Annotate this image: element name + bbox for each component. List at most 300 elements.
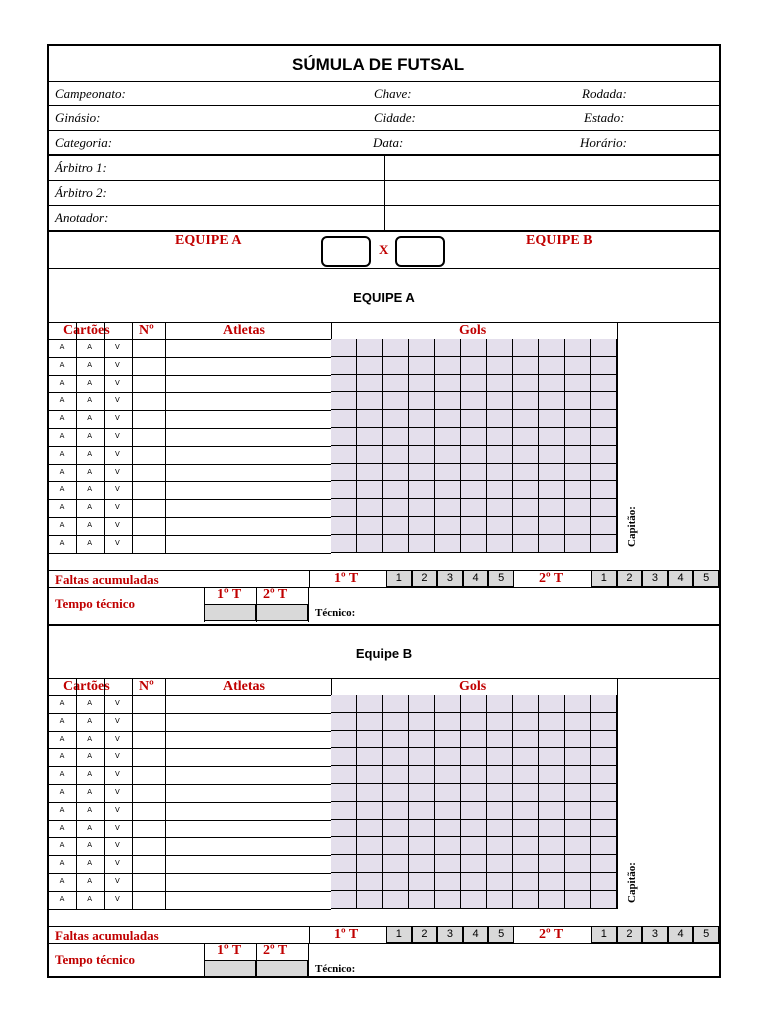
goal-cell[interactable] — [513, 410, 539, 428]
goal-cell[interactable] — [591, 428, 617, 446]
goal-cell[interactable] — [539, 784, 565, 802]
timeout-box-2t[interactable] — [256, 604, 308, 621]
goal-cell[interactable] — [383, 873, 409, 891]
timeout-box-2t[interactable] — [256, 960, 308, 977]
goal-cell[interactable] — [357, 820, 383, 838]
goal-cell[interactable] — [539, 535, 565, 553]
goal-cell[interactable] — [357, 837, 383, 855]
goal-cell[interactable] — [383, 446, 409, 464]
goal-cell[interactable] — [487, 339, 513, 357]
goal-cell[interactable] — [591, 855, 617, 873]
foul-box-2t[interactable]: 1 — [591, 570, 617, 587]
goal-cell[interactable] — [409, 748, 435, 766]
goal-cell[interactable] — [435, 428, 461, 446]
goal-cell[interactable] — [565, 695, 591, 713]
goal-cell[interactable] — [539, 499, 565, 517]
goal-cell[interactable] — [591, 517, 617, 535]
goal-cell[interactable] — [357, 713, 383, 731]
goal-cell[interactable] — [331, 375, 357, 393]
goal-cell[interactable] — [409, 784, 435, 802]
foul-box-2t[interactable]: 4 — [668, 570, 694, 587]
goal-cell[interactable] — [461, 784, 487, 802]
goal-cell[interactable] — [435, 499, 461, 517]
goal-cell[interactable] — [435, 731, 461, 749]
goal-cell[interactable] — [487, 695, 513, 713]
goal-cell[interactable] — [461, 891, 487, 909]
goal-cell[interactable] — [409, 891, 435, 909]
goal-cell[interactable] — [461, 766, 487, 784]
foul-box-2t[interactable]: 2 — [617, 926, 643, 943]
goal-cell[interactable] — [357, 481, 383, 499]
goal-cell[interactable] — [513, 428, 539, 446]
goal-cell[interactable] — [435, 481, 461, 499]
goal-cell[interactable] — [461, 748, 487, 766]
goal-cell[interactable] — [357, 375, 383, 393]
field-category: Categoria: — [55, 135, 113, 150]
foul-box-1t[interactable]: 5 — [488, 570, 514, 587]
goal-cell[interactable] — [461, 873, 487, 891]
goal-cell[interactable] — [357, 731, 383, 749]
goal-cell[interactable] — [487, 748, 513, 766]
goal-cell[interactable] — [513, 713, 539, 731]
timeout-box-1t[interactable] — [204, 960, 256, 977]
goal-cell[interactable] — [331, 766, 357, 784]
goal-cell[interactable] — [331, 748, 357, 766]
goal-cell[interactable] — [331, 357, 357, 375]
card-letter: V — [114, 788, 120, 796]
goal-cell[interactable] — [357, 517, 383, 535]
goal-cell[interactable] — [435, 695, 461, 713]
foul-box-1t[interactable]: 1 — [386, 926, 412, 943]
goal-cell[interactable] — [383, 357, 409, 375]
goal-cell[interactable] — [591, 748, 617, 766]
goal-cell[interactable] — [435, 446, 461, 464]
goal-cell[interactable] — [409, 375, 435, 393]
goal-cell[interactable] — [539, 820, 565, 838]
goal-cell[interactable] — [383, 481, 409, 499]
goal-cell[interactable] — [487, 392, 513, 410]
goal-cell[interactable] — [565, 873, 591, 891]
goal-cell[interactable] — [357, 410, 383, 428]
goal-cell[interactable] — [435, 855, 461, 873]
goal-cell[interactable] — [409, 339, 435, 357]
goal-cell[interactable] — [435, 802, 461, 820]
goal-cell[interactable] — [513, 766, 539, 784]
goal-cell[interactable] — [539, 446, 565, 464]
foul-box-1t[interactable]: 3 — [437, 570, 463, 587]
goal-cell[interactable] — [565, 499, 591, 517]
goal-cell[interactable] — [435, 820, 461, 838]
goal-cell[interactable] — [565, 766, 591, 784]
foul-box-1t[interactable]: 3 — [437, 926, 463, 943]
goal-cell[interactable] — [513, 695, 539, 713]
goal-cell[interactable] — [383, 748, 409, 766]
goal-cell[interactable] — [513, 873, 539, 891]
goal-cell[interactable] — [409, 855, 435, 873]
goal-cell[interactable] — [383, 855, 409, 873]
foul-box-1t[interactable]: 2 — [412, 570, 438, 587]
goal-cell[interactable] — [331, 820, 357, 838]
score-box-a[interactable] — [321, 236, 371, 267]
goal-cell[interactable] — [331, 731, 357, 749]
goal-cell[interactable] — [461, 410, 487, 428]
goal-cell[interactable] — [461, 731, 487, 749]
foul-box-1t[interactable]: 1 — [386, 570, 412, 587]
goal-cell[interactable] — [487, 784, 513, 802]
goal-cell[interactable] — [331, 713, 357, 731]
goal-cell[interactable] — [591, 802, 617, 820]
foul-box-1t[interactable]: 4 — [463, 570, 489, 587]
goal-cell[interactable] — [513, 464, 539, 482]
goal-cell[interactable] — [383, 428, 409, 446]
goal-cell[interactable] — [513, 446, 539, 464]
goal-cell[interactable] — [409, 731, 435, 749]
goal-cell[interactable] — [565, 535, 591, 553]
goal-cell[interactable] — [591, 481, 617, 499]
goal-cell[interactable] — [461, 535, 487, 553]
goal-cell[interactable] — [409, 428, 435, 446]
goal-cell[interactable] — [513, 731, 539, 749]
goal-cell[interactable] — [487, 357, 513, 375]
goal-cell[interactable] — [565, 855, 591, 873]
goal-cell[interactable] — [383, 802, 409, 820]
goal-cell[interactable] — [539, 766, 565, 784]
goal-cell[interactable] — [331, 410, 357, 428]
goal-cell[interactable] — [435, 357, 461, 375]
goal-cell[interactable] — [461, 339, 487, 357]
goal-cell[interactable] — [487, 410, 513, 428]
foul-box-2t[interactable]: 5 — [693, 570, 719, 587]
goal-cell[interactable] — [461, 695, 487, 713]
goal-cell[interactable] — [591, 535, 617, 553]
goal-cell[interactable] — [591, 464, 617, 482]
goal-cell[interactable] — [513, 748, 539, 766]
goal-cell[interactable] — [331, 517, 357, 535]
goal-cell[interactable] — [487, 713, 513, 731]
goal-cell[interactable] — [357, 357, 383, 375]
goal-cell[interactable] — [383, 891, 409, 909]
goal-cell[interactable] — [487, 428, 513, 446]
goal-cell[interactable] — [565, 481, 591, 499]
goal-cell[interactable] — [513, 855, 539, 873]
goal-cell[interactable] — [383, 837, 409, 855]
goal-cell[interactable] — [513, 481, 539, 499]
goal-cell[interactable] — [513, 375, 539, 393]
goal-cell[interactable] — [461, 428, 487, 446]
goal-cell[interactable] — [565, 517, 591, 535]
goal-cell[interactable] — [539, 428, 565, 446]
goal-cell[interactable] — [565, 464, 591, 482]
goal-cell[interactable] — [383, 499, 409, 517]
goal-cell[interactable] — [383, 695, 409, 713]
goal-cell[interactable] — [539, 410, 565, 428]
goal-cell[interactable] — [565, 713, 591, 731]
goal-cell[interactable] — [383, 375, 409, 393]
goal-cell[interactable] — [435, 891, 461, 909]
goal-cell[interactable] — [409, 392, 435, 410]
goal-cell[interactable] — [539, 855, 565, 873]
goal-cell[interactable] — [539, 464, 565, 482]
goal-cell[interactable] — [435, 375, 461, 393]
goal-cell[interactable] — [513, 802, 539, 820]
goal-cell[interactable] — [331, 855, 357, 873]
goal-cell[interactable] — [565, 428, 591, 446]
goal-cell[interactable] — [331, 392, 357, 410]
foul-box-1t[interactable]: 5 — [488, 926, 514, 943]
goal-cell[interactable] — [565, 891, 591, 909]
goal-cell[interactable] — [357, 499, 383, 517]
goal-cell[interactable] — [435, 766, 461, 784]
goal-cell[interactable] — [357, 873, 383, 891]
goal-cell[interactable] — [383, 339, 409, 357]
goal-cell[interactable] — [591, 784, 617, 802]
goal-cell[interactable] — [357, 392, 383, 410]
goal-cell[interactable] — [565, 837, 591, 855]
goal-cell[interactable] — [565, 392, 591, 410]
goal-cell[interactable] — [357, 766, 383, 784]
goal-cell[interactable] — [435, 873, 461, 891]
goal-cell[interactable] — [409, 837, 435, 855]
goal-cell[interactable] — [383, 535, 409, 553]
goal-cell[interactable] — [357, 428, 383, 446]
foul-box-2t[interactable]: 2 — [617, 570, 643, 587]
goal-cell[interactable] — [383, 766, 409, 784]
goal-cell[interactable] — [591, 357, 617, 375]
goal-cell[interactable] — [331, 837, 357, 855]
goal-cell[interactable] — [591, 499, 617, 517]
goal-cell[interactable] — [409, 802, 435, 820]
goal-cell[interactable] — [565, 731, 591, 749]
goal-cell[interactable] — [513, 891, 539, 909]
goal-cell[interactable] — [435, 339, 461, 357]
goal-cell[interactable] — [409, 357, 435, 375]
score-box-b[interactable] — [395, 236, 445, 267]
goal-cell[interactable] — [565, 357, 591, 375]
goal-cell[interactable] — [539, 713, 565, 731]
goal-cell[interactable] — [409, 446, 435, 464]
goal-cell[interactable] — [539, 392, 565, 410]
foul-box-2t[interactable]: 1 — [591, 926, 617, 943]
goal-cell[interactable] — [331, 499, 357, 517]
goal-cell[interactable] — [513, 357, 539, 375]
goal-cell[interactable] — [461, 375, 487, 393]
goal-cell[interactable] — [539, 517, 565, 535]
goal-cell[interactable] — [591, 392, 617, 410]
goal-cell[interactable] — [539, 802, 565, 820]
goal-cell[interactable] — [331, 446, 357, 464]
goal-cell[interactable] — [487, 535, 513, 553]
goal-cell[interactable] — [409, 713, 435, 731]
goal-cell[interactable] — [409, 535, 435, 553]
goal-cell[interactable] — [409, 766, 435, 784]
goal-cell[interactable] — [461, 820, 487, 838]
goal-cell[interactable] — [487, 517, 513, 535]
goal-cell[interactable] — [591, 713, 617, 731]
goal-cell[interactable] — [357, 802, 383, 820]
goal-cell[interactable] — [591, 731, 617, 749]
card-letter: A — [87, 823, 93, 832]
goal-cell[interactable] — [591, 837, 617, 855]
goal-cell[interactable] — [383, 517, 409, 535]
goal-cell[interactable] — [591, 695, 617, 713]
goal-cell[interactable] — [409, 517, 435, 535]
goal-cell[interactable] — [565, 748, 591, 766]
goal-cell[interactable] — [539, 837, 565, 855]
goal-cell[interactable] — [461, 481, 487, 499]
goal-cell[interactable] — [409, 499, 435, 517]
goal-cell[interactable] — [435, 464, 461, 482]
goal-cell[interactable] — [513, 820, 539, 838]
goal-cell[interactable] — [487, 446, 513, 464]
goal-cell[interactable] — [461, 357, 487, 375]
goal-cell[interactable] — [591, 410, 617, 428]
goal-cell[interactable] — [331, 464, 357, 482]
goal-cell[interactable] — [409, 410, 435, 428]
goal-cell[interactable] — [539, 481, 565, 499]
goal-cell[interactable] — [383, 392, 409, 410]
goal-cell[interactable] — [357, 855, 383, 873]
goal-cell[interactable] — [539, 731, 565, 749]
timeout-box-1t[interactable] — [204, 604, 256, 621]
goal-cell[interactable] — [487, 464, 513, 482]
goal-cell[interactable] — [565, 784, 591, 802]
goal-cell[interactable] — [513, 837, 539, 855]
goal-cell[interactable] — [383, 784, 409, 802]
goal-cell[interactable] — [461, 802, 487, 820]
goal-cell[interactable] — [461, 855, 487, 873]
goal-cell[interactable] — [487, 891, 513, 909]
goal-cell[interactable] — [409, 820, 435, 838]
card-letter: A — [87, 894, 93, 903]
goal-cell[interactable] — [565, 446, 591, 464]
goal-cell[interactable] — [435, 535, 461, 553]
goal-cell[interactable] — [383, 731, 409, 749]
goal-cell[interactable] — [409, 695, 435, 713]
goal-cell[interactable] — [435, 713, 461, 731]
goal-cell[interactable] — [331, 891, 357, 909]
goal-cell[interactable] — [357, 695, 383, 713]
goal-cell[interactable] — [539, 695, 565, 713]
goal-cell[interactable] — [383, 713, 409, 731]
goal-cell[interactable] — [591, 891, 617, 909]
goal-cell[interactable] — [331, 784, 357, 802]
goal-cell[interactable] — [383, 820, 409, 838]
goal-cell[interactable] — [591, 375, 617, 393]
goal-cell[interactable] — [565, 375, 591, 393]
goal-cell[interactable] — [331, 428, 357, 446]
foul-box-2t[interactable]: 3 — [642, 926, 668, 943]
goal-cell[interactable] — [565, 410, 591, 428]
card-letter: A — [87, 503, 93, 512]
goal-cell[interactable] — [591, 339, 617, 357]
goal-cell[interactable] — [435, 517, 461, 535]
goal-cell[interactable] — [331, 339, 357, 357]
goal-cell[interactable] — [539, 375, 565, 393]
goal-cell[interactable] — [513, 517, 539, 535]
goal-cell[interactable] — [487, 731, 513, 749]
goal-cell[interactable] — [487, 820, 513, 838]
goal-cell[interactable] — [461, 713, 487, 731]
goal-cell[interactable] — [539, 357, 565, 375]
goal-cell[interactable] — [357, 535, 383, 553]
goal-cell[interactable] — [487, 499, 513, 517]
goal-cell[interactable] — [487, 802, 513, 820]
foul-box-2t[interactable]: 5 — [693, 926, 719, 943]
goal-cell[interactable] — [357, 339, 383, 357]
goal-cell[interactable] — [357, 784, 383, 802]
goal-cell[interactable] — [461, 446, 487, 464]
goal-cell[interactable] — [539, 748, 565, 766]
goal-cell[interactable] — [435, 784, 461, 802]
goal-cell[interactable] — [461, 517, 487, 535]
goal-cell[interactable] — [331, 481, 357, 499]
goal-cell[interactable] — [383, 410, 409, 428]
goal-cell[interactable] — [487, 873, 513, 891]
goal-cell[interactable] — [487, 837, 513, 855]
goal-cell[interactable] — [461, 837, 487, 855]
goal-cell[interactable] — [513, 535, 539, 553]
foul-box-1t[interactable]: 2 — [412, 926, 438, 943]
goal-cell[interactable] — [591, 446, 617, 464]
goal-cell[interactable] — [539, 873, 565, 891]
goal-cell[interactable] — [513, 499, 539, 517]
goal-cell[interactable] — [539, 891, 565, 909]
goal-cell[interactable] — [591, 820, 617, 838]
goal-cell[interactable] — [331, 873, 357, 891]
goal-cell[interactable] — [513, 339, 539, 357]
timeout-first-half: 1º T — [217, 586, 242, 602]
goal-cell[interactable] — [565, 802, 591, 820]
goal-cell[interactable] — [591, 766, 617, 784]
card-letter: A — [59, 538, 65, 547]
goal-cell[interactable] — [409, 464, 435, 482]
foul-box-1t[interactable]: 4 — [463, 926, 489, 943]
goal-cell[interactable] — [565, 820, 591, 838]
goal-cell[interactable] — [435, 837, 461, 855]
goal-cell[interactable] — [513, 392, 539, 410]
goal-cell[interactable] — [539, 339, 565, 357]
goal-cell[interactable] — [565, 339, 591, 357]
goal-cell[interactable] — [357, 446, 383, 464]
goal-cell[interactable] — [357, 748, 383, 766]
goal-cell[interactable] — [331, 535, 357, 553]
foul-box-2t[interactable]: 4 — [668, 926, 694, 943]
goal-cell[interactable] — [435, 748, 461, 766]
goal-cell[interactable] — [461, 499, 487, 517]
foul-box-2t[interactable]: 3 — [642, 570, 668, 587]
coach-label: Técnico: — [315, 962, 356, 975]
goal-cell[interactable] — [435, 392, 461, 410]
goal-cell[interactable] — [331, 802, 357, 820]
goal-cell[interactable] — [383, 464, 409, 482]
col-cards: Cartões — [63, 679, 110, 694]
goal-cell[interactable] — [487, 481, 513, 499]
card-letter: V — [114, 841, 120, 850]
goal-cell[interactable] — [435, 410, 461, 428]
goal-cell[interactable] — [357, 464, 383, 482]
goal-cell[interactable] — [357, 891, 383, 909]
goal-cell[interactable] — [409, 873, 435, 891]
goal-cell[interactable] — [409, 481, 435, 499]
goal-cell[interactable] — [487, 766, 513, 784]
goal-cell[interactable] — [461, 392, 487, 410]
goal-cell[interactable] — [487, 855, 513, 873]
goal-cell[interactable] — [331, 695, 357, 713]
goal-cell[interactable] — [591, 873, 617, 891]
goal-cell[interactable] — [487, 375, 513, 393]
goal-cell[interactable] — [513, 784, 539, 802]
goal-cell[interactable] — [461, 464, 487, 482]
